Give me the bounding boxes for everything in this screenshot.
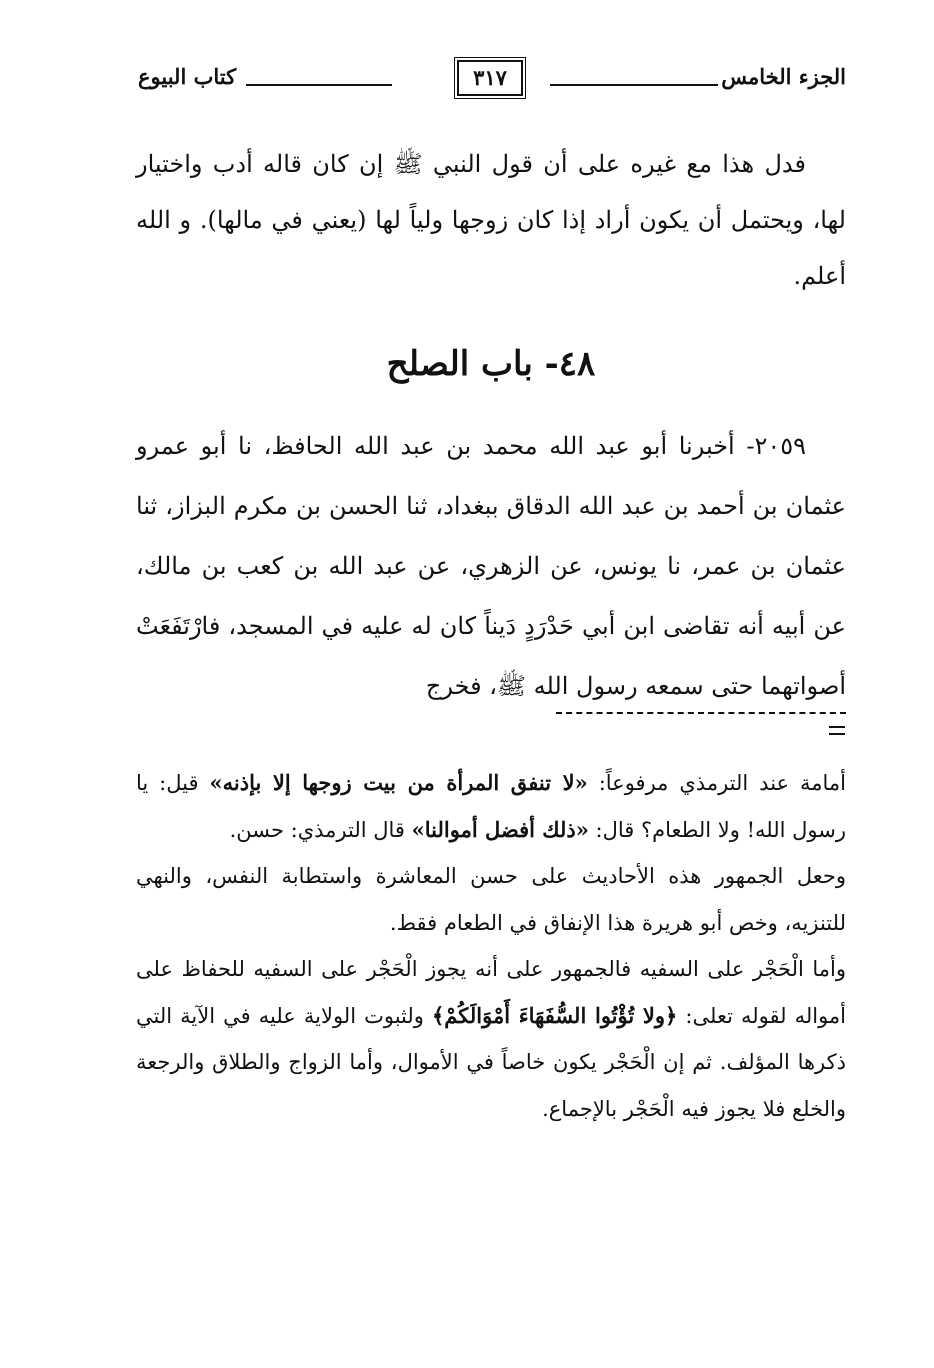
footnote-text: قيل: يا رسول الله! ولا الطعام؟ قال: [136,771,846,842]
page-number: ٣١٧ [457,60,523,96]
intro-section [136,136,846,304]
volume-title: الجزء الخامس [721,64,846,89]
footnote-text: قال الترمذي: حسن. [229,817,412,842]
page-header [128,58,846,98]
footnote-separator [556,712,846,714]
hadith-paragraph: ٢٠٥٩- أخبرنا أبو عبد الله محمد بن عبد الله الحافظ، نا أبو عمرو عثمان بن أحمد بن عبد الله الدقاق ببغداد، ثنا الحسن بن مكرم البزاز، ثنا عثمان بن عمر، نا يونس، عن الزهري، عن عبد الله بن كعب بن مالك، عن أبيه أنه تقاضى ابن أبي حَدْرَدٍ دَيناً كان له عليه في المسجد، فارْتَفَعَتْ أصواتهما حتى سمعه رسول الله ﷺ، فخرج [136,432,847,700]
footnote-continuation-mark [829,726,845,735]
footnote-section [136,760,846,1132]
chapter-heading: ٤٨- باب الصلح [386,344,596,384]
hadith-section [136,416,846,716]
footnote-paragraph-1 [136,760,846,853]
header-rule-left [246,84,392,86]
hadith-quote: «لا تنفق المرأة من بيت زوجها إلا بإذنه» [209,770,588,795]
intro-paragraph: فدل هذا مع غيره على أن قول النبي ﷺ إن كان قاله أدب واختيار لها، ويحتمل أن يكون أراد إذا كان زوجها ولياً لها (يعني في مالها). و الله أعلم. [136,150,846,290]
footnote-text: أمامة عند الترمذي مرفوعاً: [587,771,846,795]
book-title: كتاب البيوع [138,64,237,89]
footnote-paragraph-2: وحعل الجمهور هذه الأحاديث على حسن المعاشرة واستطابة النفس، والنهي للتنزيه، وخص أبو هريرة هذا الإنفاق في الطعام فقط. [136,864,846,935]
footnote-text: ولثبوت الولاية عليه في الآية التي ذكرها المؤلف. ثم إن الْحَجْر يكون خاصاً في الأموال، وأما الزواج والطلاق والرجعة والخلع فلا يجوز فيه الْحَجْر بالإجماع. [136,1003,846,1121]
footnote-text: وأما الْحَجْر على السفيه فالجمهور على أنه يجوز الْحَجْر على السفيه للحفاظ على أمواله لقوله تعلى: [136,957,846,1028]
header-rule-right [550,84,718,86]
hadith-quote: «ذلك أفضل أموالنا» [411,816,589,842]
footnote-paragraph-3 [136,946,846,1132]
quran-verse: ﴿ولا تُؤْتُوا السُّفَهَاءَ أَمْوَالَكُمْ﴾ [432,1002,678,1028]
